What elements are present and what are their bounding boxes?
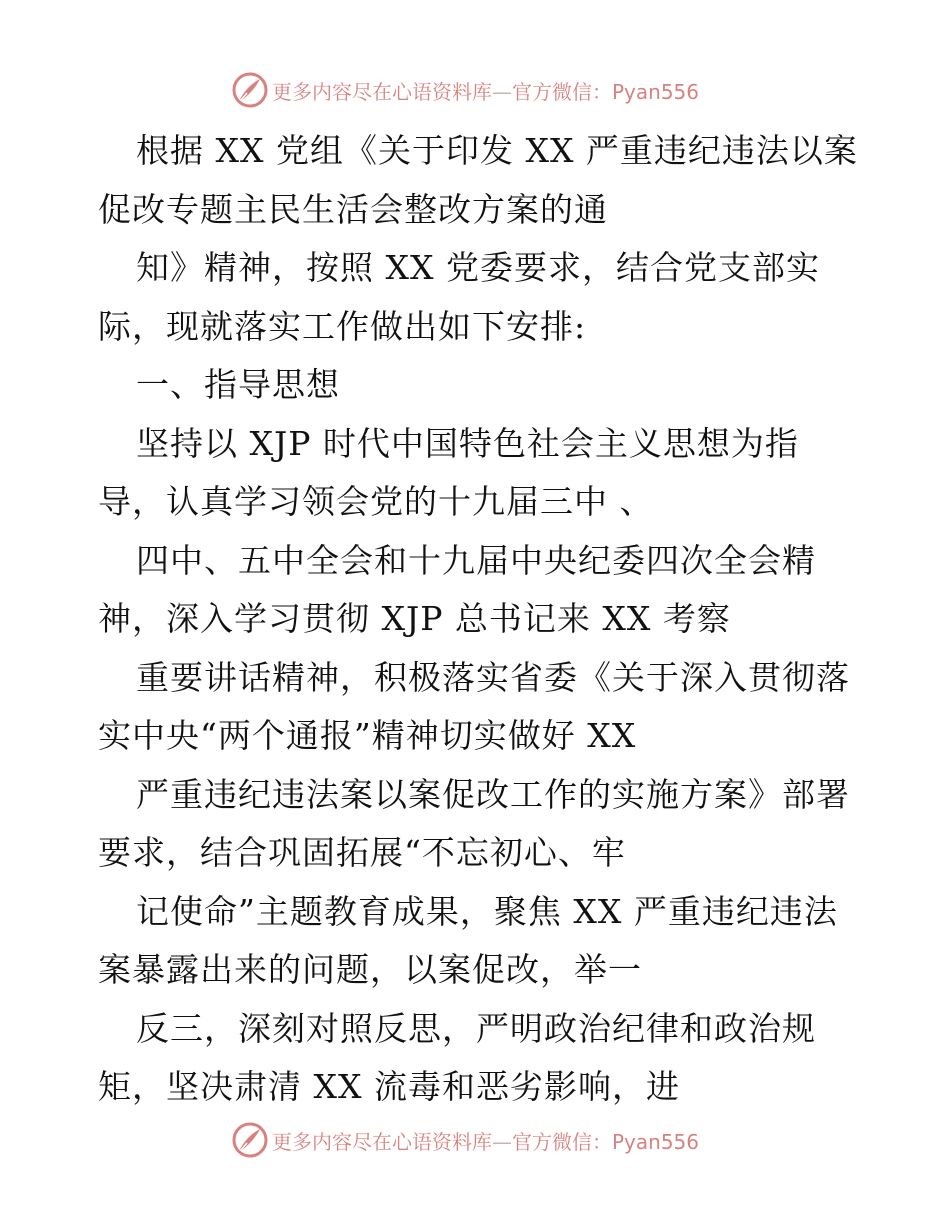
- watermark-separator: —: [492, 79, 512, 104]
- text-line: 神，深入学习贯彻 XJP 总书记来 XX 考察: [98, 599, 731, 638]
- text-line: 反三，深刻对照反思，严明政治纪律和政治规: [136, 1008, 816, 1048]
- text-line: 实中央“两个通报”精神切实做好 XX: [98, 716, 637, 755]
- watermark-middle: 官方微信：: [512, 79, 612, 104]
- text-line: 促改专题主民生活会整改方案的通: [98, 189, 608, 229]
- text-line: 导，认真学习领会党的十九届三中 、: [98, 482, 654, 521]
- text-line: 矩，坚决肃清 XX 流毒和恶劣影响，进: [98, 1067, 680, 1106]
- header-watermark: [232, 70, 699, 110]
- watermark-prefix: 更多内容尽在心语资料库: [272, 1129, 492, 1154]
- text-line: 严重违纪违法案以案促改工作的实施方案》部署: [136, 774, 850, 814]
- watermark-account: Pyan556: [612, 1129, 700, 1154]
- text-line: 四中、五中全会和十九届中央纪委四次全会精: [136, 540, 816, 580]
- watermark-separator: —: [492, 1129, 512, 1154]
- section-heading: 一、指导思想: [136, 365, 340, 404]
- text-line: 重要讲话精神，积极落实省委《关于深入贯彻落: [136, 657, 850, 697]
- watermark-account: Pyan556: [612, 79, 700, 104]
- text-line: 坚持以 XJP 时代中国特色社会主义思想为指: [136, 423, 799, 463]
- watermark-middle: 官方微信：: [512, 1129, 612, 1154]
- quill-pen-logo-icon: [232, 72, 268, 108]
- text-line: 知》精神，按照 XX 党委要求，结合党支部实: [136, 248, 820, 287]
- watermark-prefix: 更多内容尽在心语资料库: [272, 79, 492, 104]
- text-line: 要求，结合巩固拓展“不忘初心、牢: [98, 833, 626, 872]
- document-body: [98, 122, 868, 1117]
- quill-pen-logo-icon: [232, 1122, 268, 1158]
- text-line: 记使命”主题教育成果，聚焦 XX 严重违纪违法: [136, 891, 838, 931]
- text-line: 根据 XX 党组《关于印发 XX 严重违纪违法以案: [136, 131, 858, 170]
- footer-watermark: [232, 1120, 699, 1160]
- text-line: 案暴露出来的问题，以案促改，举一: [98, 950, 642, 989]
- text-line: 际，现就落实工作做出如下安排:: [98, 306, 587, 346]
